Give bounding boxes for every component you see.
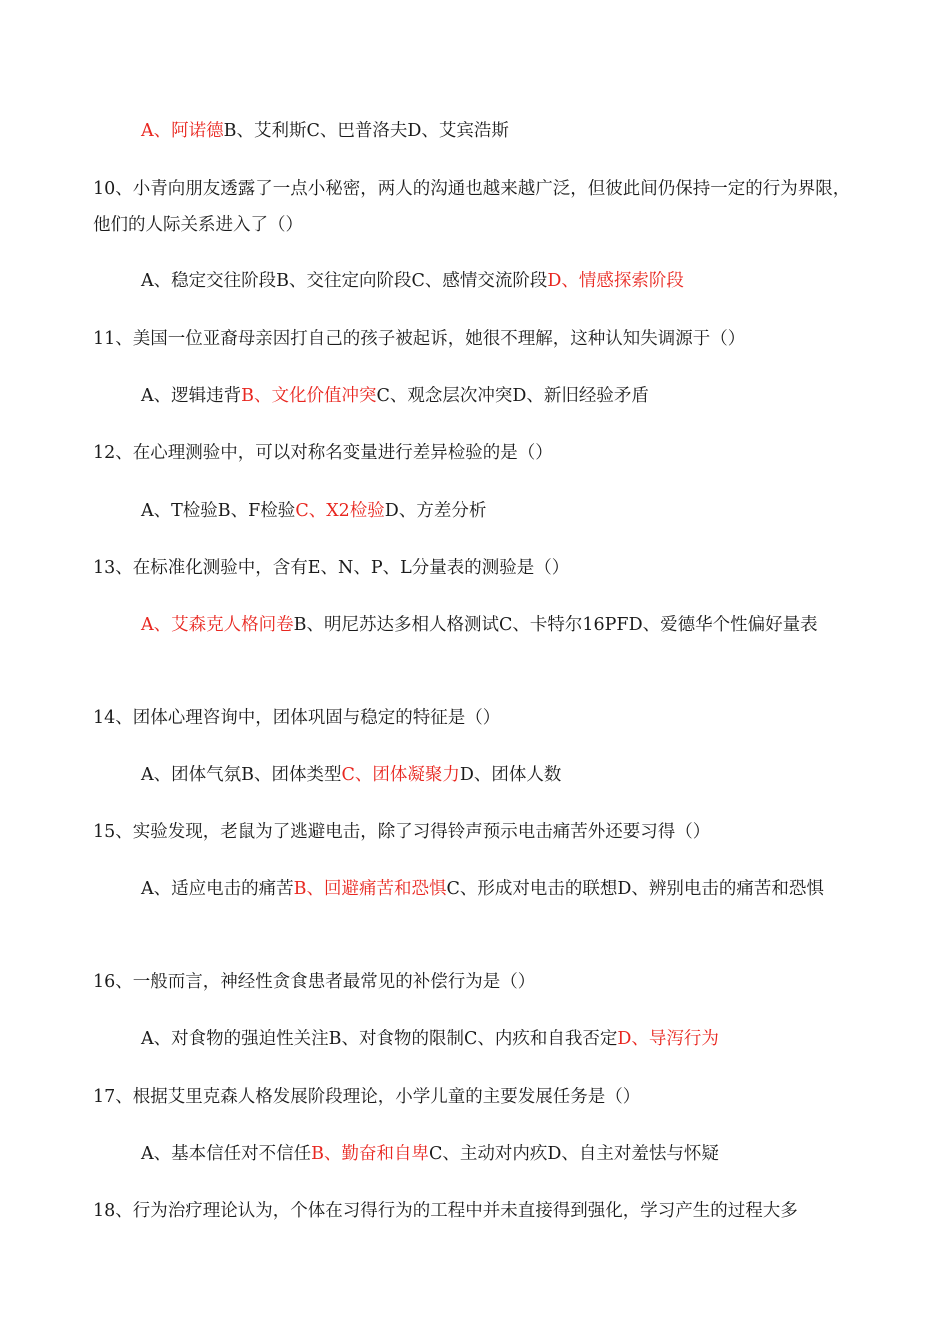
text-segment: A、对食物的强迫性关注B、对食物的限制C、内疚和自我否定 [141,1029,618,1049]
correct-answer-highlight: B、回避痛苦和恐惧 [293,879,447,899]
correct-answer-highlight: B、文化价值冲突 [241,386,377,406]
answer-options-q9 [93,113,863,149]
correct-answer-highlight: D、导泻行为 [617,1029,719,1049]
correct-answer-highlight: C、团体凝聚力 [341,765,460,785]
answer-options-q10 [93,263,863,299]
text-segment: A、稳定交往阶段B、交往定向阶段C、感情交流阶段 [141,271,548,291]
question-12 [93,435,863,471]
text-segment: A、逻辑违背 [141,386,242,406]
text-segment: A、基本信任对不信任 [141,1144,312,1164]
correct-answer-highlight: C、X2检验 [295,501,385,521]
correct-answer-highlight: A、阿诺德 [141,121,224,141]
text-segment: A、T检验B、F检验 [141,501,296,521]
answer-options-q13 [93,607,863,643]
text-segment: B、艾利斯C、巴普洛夫D、艾宾浩斯 [223,121,509,141]
text-segment: 17、根据艾里克森人格发展阶段理论，小学儿童的主要发展任务是（） [93,1087,641,1107]
text-segment: 13、在标准化测验中，含有E、N、P、L分量表的测验是（） [93,558,570,578]
question-17 [93,1079,863,1115]
text-segment: 10、小青向朋友透露了一点小秘密，两人的沟通也越来越广泛，但彼此间仍保持一定的行为界限，他们的人际关系进入了（） [93,179,851,235]
text-segment: C、主动对内疚D、自主对羞怯与怀疑 [429,1144,719,1164]
text-segment: 12、在心理测验中，可以对称名变量进行差异检验的是（） [93,443,553,463]
answer-options-q12 [93,493,863,529]
correct-answer-highlight: D、情感探索阶段 [547,271,684,291]
text-segment: C、观念层次冲突D、新旧经验矛盾 [376,386,649,406]
text-segment: D、方差分析 [384,501,487,521]
text-segment: 16、一般而言，神经性贪食患者最常见的补偿行为是（） [93,972,536,992]
question-11 [93,321,863,357]
text-segment: A、适应电击的痛苦 [141,879,294,899]
question-13 [93,550,863,586]
text-segment: A、团体气氛B、团体类型 [141,765,342,785]
answer-options-q17 [93,1136,863,1172]
question-15 [93,814,863,850]
answer-options-q14 [93,757,863,793]
answer-options-q15 [93,871,863,907]
text-segment: 18、行为治疗理论认为，个体在习得行为的工程中并未直接得到强化，学习产生的过程大多 [93,1201,798,1221]
question-14 [93,700,863,736]
correct-answer-highlight: B、勤奋和自卑 [311,1144,430,1164]
text-segment: D、团体人数 [459,765,562,785]
answer-options-q11 [93,378,863,414]
text-segment: 14、团体心理咨询中，团体巩固与稳定的特征是（） [93,708,501,728]
question-16 [93,964,863,1000]
question-10 [93,171,863,243]
question-18 [93,1193,863,1229]
text-segment: C、形成对电击的联想D、辨别电击的痛苦和恐惧 [446,879,824,899]
text-segment: 15、实验发现，老鼠为了逃避电击，除了习得铃声预示电击痛苦外还要习得（） [93,822,711,842]
correct-answer-highlight: A、艾森克人格问卷 [141,615,294,635]
answer-options-q16 [93,1021,863,1057]
text-segment: 11、美国一位亚裔母亲因打自己的孩子被起诉，她很不理解，这种认知失调源于（） [93,329,746,349]
text-segment: B、明尼苏达多相人格测试C、卡特尔16PFD、爱德华个性偏好量表 [293,615,818,635]
